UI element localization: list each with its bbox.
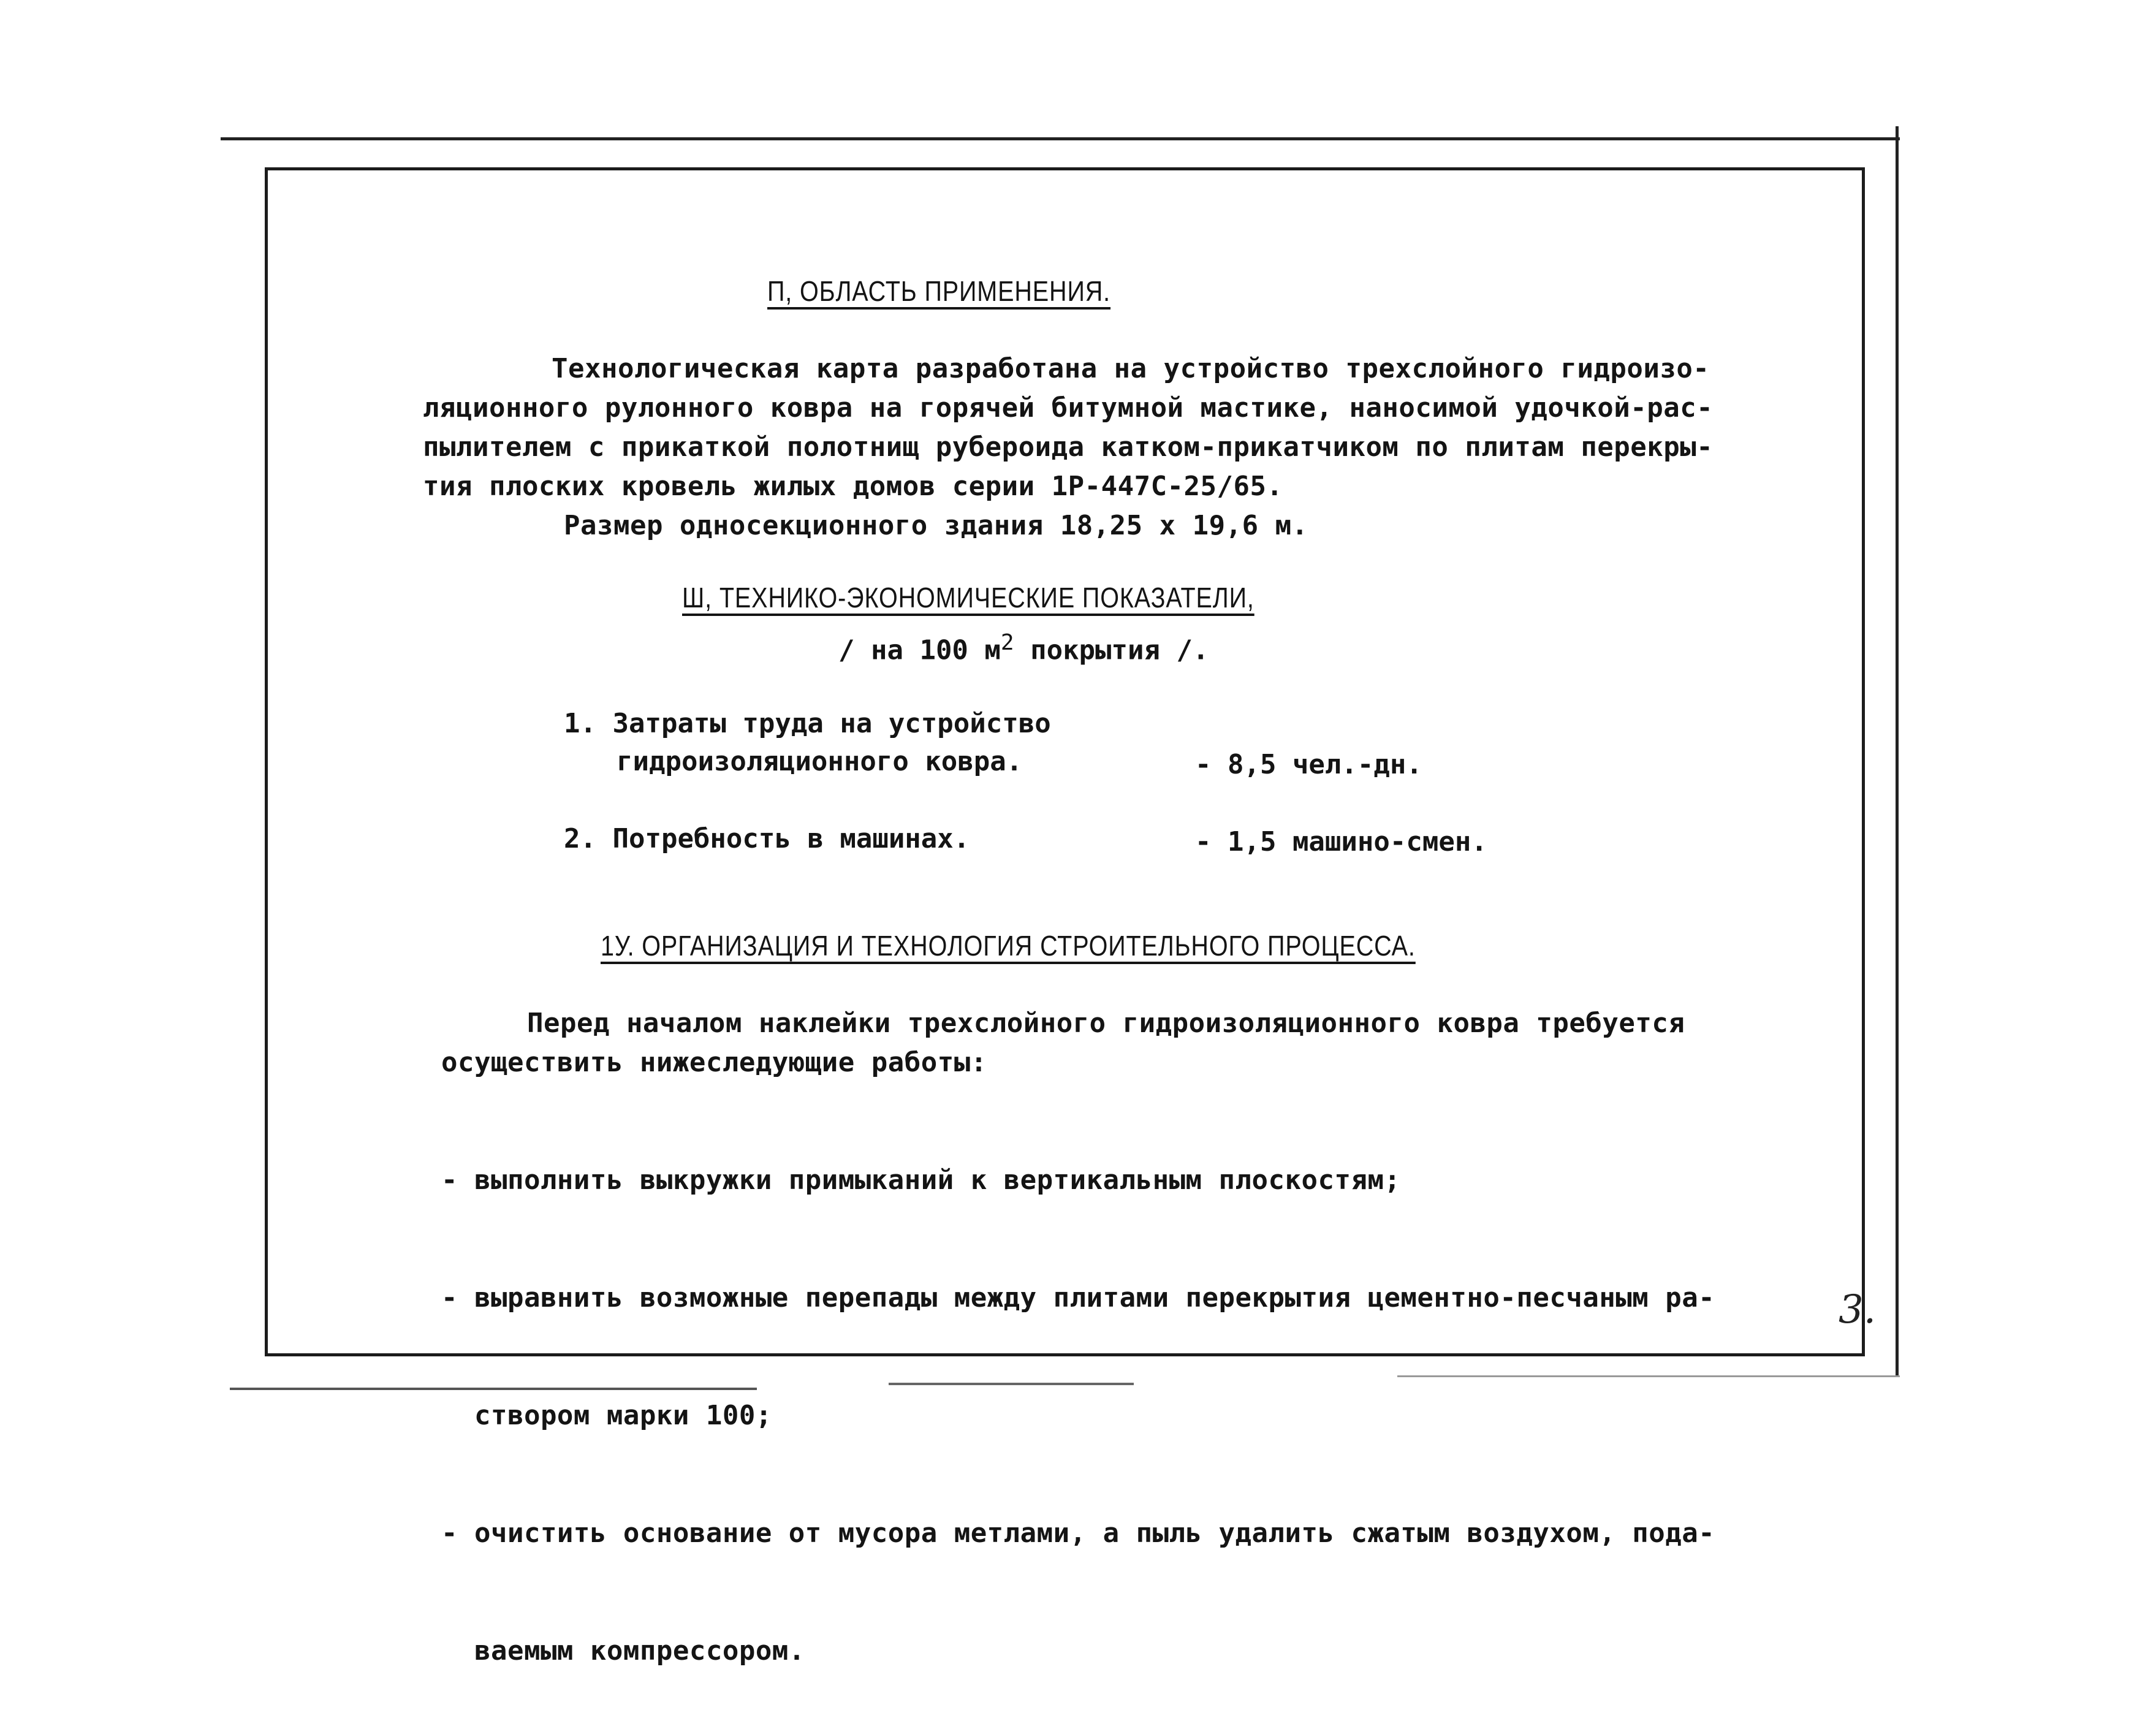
indicator-item-1-cont: гидроизоляционного ковра.	[617, 746, 1023, 777]
indicator-item-1	[564, 705, 1051, 743]
list-item: створом марки 100;	[441, 1400, 772, 1431]
paragraph-line: ляционного рулонного ковра на горячей битумной мастике, наносимой удочкой-рас-	[423, 392, 1714, 424]
list-item: ваемым компрессором.	[441, 1635, 805, 1666]
section3-heading: Ш, ТЕХНИКО-ЭКОНОМИЧЕСКИЕ ПОКАЗАТЕЛИ,	[682, 582, 1255, 614]
list-item: - выполнить выкружки примыканий к вертикальным плоскостям;	[441, 1165, 1401, 1196]
page-number: 3.	[1839, 1287, 1877, 1332]
section2-paragraph-cont	[423, 389, 1713, 506]
section4-heading: 1У. ОРГАНИЗАЦИЯ И ТЕХНОЛОГИЯ СТРОИТЕЛЬНОГО ПРОЦЕССА.	[601, 930, 1416, 962]
indicator-value-1: - 8,5 чел.-дн.	[1195, 749, 1422, 780]
outer-right-border	[1896, 126, 1899, 1377]
paragraph-line: тия плоских кровель жилых домов серии 1Р-447С-25/65.	[423, 471, 1283, 502]
item-number: 1.	[564, 708, 596, 739]
paragraph-line: пылителем с прикаткой полотнищ рубероида катком-прикатчиком по плитам перекры-	[423, 431, 1714, 463]
list-item: - очистить основание от мусора метлами, а пыль удалить сжатым воздухом, пода-	[441, 1518, 1715, 1549]
item-number: 2.	[564, 823, 596, 854]
section4-intro-cont: осуществить нижеследующие работы:	[441, 1047, 987, 1078]
section3-subheading: / на 100 $м^2$ покрытия /.	[838, 630, 1209, 666]
section4-intro: Перед началом наклейки трехслойного гидроизоляционного ковра требуется	[527, 1008, 1685, 1039]
indicator-value-2: - 1,5 машино-смен.	[1195, 826, 1487, 857]
outer-top-border	[221, 137, 1900, 140]
building-size-line: Размер односекционного здания 18,25 х 19,6 м.	[564, 510, 1308, 541]
section2-heading: П, ОБЛАСТЬ ПРИМЕНЕНИЯ.	[767, 275, 1111, 307]
item-text: Затраты труда на устройство	[612, 708, 1051, 739]
indicator-item-2	[564, 820, 970, 858]
paragraph-line: Технологическая карта разработана на устройство трехслойного гидроизо-	[552, 353, 1710, 384]
list-item: - выравнить возможные перепады между плитами перекрытия цементно-песчаным ра-	[441, 1282, 1715, 1313]
work-list	[441, 1082, 1715, 1710]
item-text: Потребность в машинах.	[612, 823, 970, 854]
section2-paragraph	[552, 349, 1709, 389]
